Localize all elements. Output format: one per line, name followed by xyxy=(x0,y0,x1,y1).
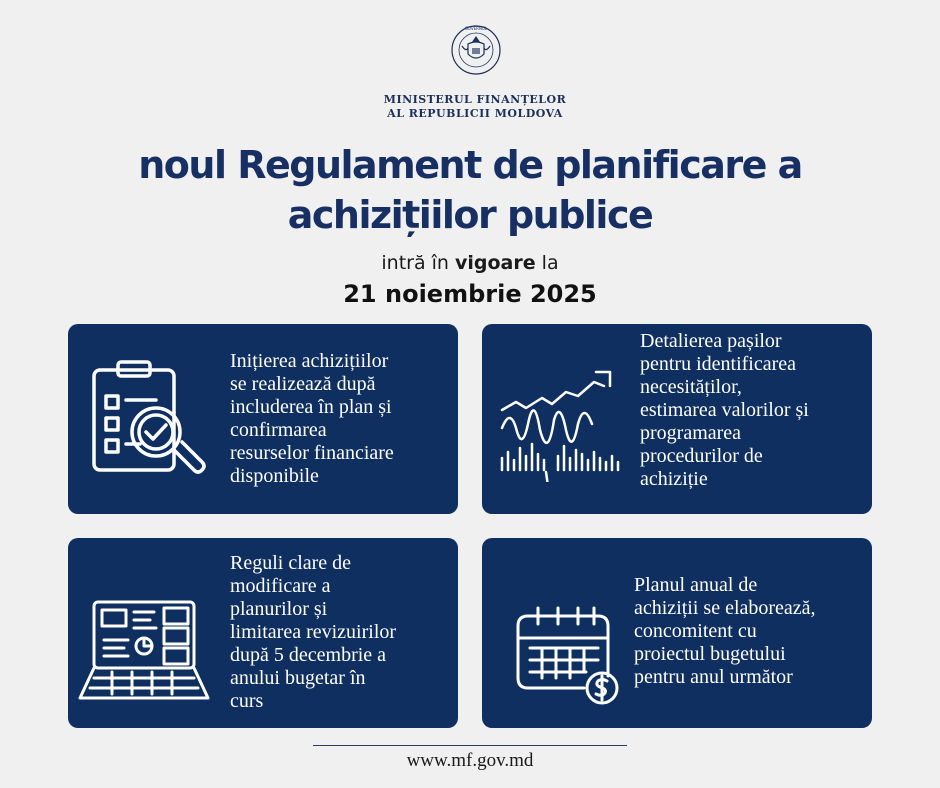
card-line: curs xyxy=(230,690,264,712)
footer-divider xyxy=(313,745,627,746)
page-title xyxy=(60,140,880,240)
ministry-line-1: MINISTERUL FINANȚELOR xyxy=(383,93,567,106)
subtitle-bold: vigoare xyxy=(455,252,536,274)
card-line: pentru anul următor xyxy=(634,666,793,688)
card-line: Planul anual de xyxy=(634,574,758,596)
card-line: resurselor financiare xyxy=(230,442,394,464)
card-text xyxy=(230,350,394,488)
card-line: concomitent cu xyxy=(634,620,757,642)
card-line: confirmarea xyxy=(230,419,327,441)
card-text xyxy=(230,552,396,713)
moldova-government-seal-icon xyxy=(448,20,504,86)
card-line: Detalierea pașilor xyxy=(640,330,782,352)
card-line: anului bugetar în xyxy=(230,667,366,689)
financial-chart-icon xyxy=(496,362,626,482)
card-line: planurilor și xyxy=(230,598,328,620)
card-line: achiziții se elaborează, xyxy=(634,597,816,619)
laptop-dashboard-icon xyxy=(74,596,214,708)
ministry-name xyxy=(370,93,580,121)
card-line: necesităților, xyxy=(640,376,742,398)
effective-date: 21 noiembrie 2025 xyxy=(343,280,597,308)
subtitle xyxy=(0,252,940,274)
card-text xyxy=(640,330,809,491)
card-line: programarea xyxy=(640,422,742,444)
card-line: se realizează după xyxy=(230,373,376,395)
card-line: modificare a xyxy=(230,575,331,597)
card-line: disponibile xyxy=(230,465,319,487)
subtitle-pre: intră în xyxy=(381,252,455,274)
card-line: procedurilor de xyxy=(640,445,763,467)
info-card-planning xyxy=(68,324,458,514)
card-line: limitarea revizuirilor xyxy=(230,621,397,643)
title-line-2: achizițiilor publice xyxy=(287,193,653,237)
card-line: după 5 decembrie a xyxy=(230,644,387,666)
card-line: includerea în plan și xyxy=(230,396,392,418)
subtitle-post: la xyxy=(535,252,559,274)
info-card-steps xyxy=(482,324,872,514)
card-text xyxy=(634,574,816,689)
calendar-dollar-icon xyxy=(506,600,626,710)
card-line: Reguli clare de xyxy=(230,552,352,574)
title-line-1: noul Regulament de planificare a xyxy=(138,143,802,187)
website-link[interactable]: www.mf.gov.md xyxy=(406,750,534,771)
svg-text:GUVERNUL: GUVERNUL xyxy=(464,26,488,31)
card-line: estimarea valorilor și xyxy=(640,399,809,421)
info-card-annual-plan xyxy=(482,538,872,728)
card-line: proiectul bugetului xyxy=(634,643,786,665)
card-line: pentru identificarea xyxy=(640,353,797,375)
card-line: achiziție xyxy=(640,468,708,490)
card-line: Inițierea achizițiilor xyxy=(230,350,389,372)
clipboard-magnifier-check-icon xyxy=(88,356,218,486)
info-card-modification-rules xyxy=(68,538,458,728)
ministry-line-2: AL REPUBLICII MOLDOVA xyxy=(387,107,563,120)
